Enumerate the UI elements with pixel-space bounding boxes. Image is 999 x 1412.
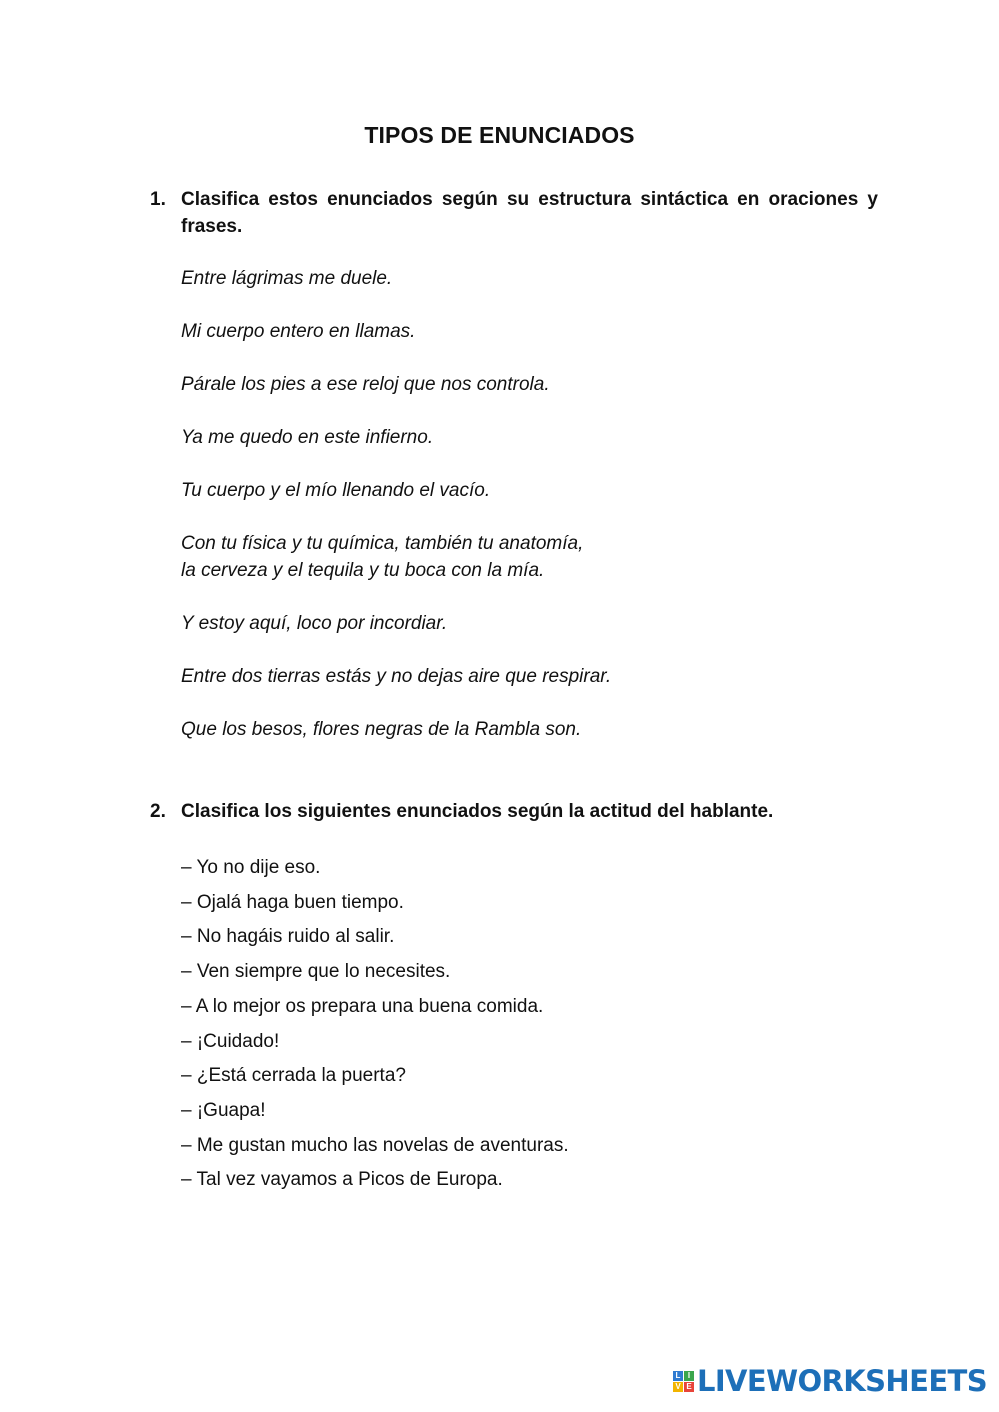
sentence-line: Entre lágrimas me duele. <box>181 268 393 289</box>
sentence-item <box>181 663 881 690</box>
liveworksheets-logo <box>673 1366 987 1396</box>
sentence-line: Y estoy aquí, loco por incordiar. <box>181 613 448 634</box>
logo-square: V <box>673 1382 683 1392</box>
statement-item: – ¡Cuidado! <box>181 1030 280 1052</box>
question-1-number: 1. <box>150 189 166 210</box>
sentence-line: la cerveza y el tequila y tu boca con la mía. <box>181 560 545 581</box>
liveworksheets-logo-icon <box>673 1371 694 1392</box>
statement-item: – Ven siempre que lo necesites. <box>181 961 451 983</box>
statement-item: – ¡Guapa! <box>181 1099 266 1121</box>
logo-square: I <box>684 1371 694 1381</box>
question-1-text: Clasifica estos enunciados según su estructura sintáctica en oraciones y frases. <box>181 189 878 237</box>
sentence-item <box>181 530 881 584</box>
question-2-sentence-list <box>181 851 881 1198</box>
logo-square: L <box>673 1371 683 1381</box>
statement-item: – A lo mejor os prepara una buena comida. <box>181 995 544 1017</box>
sentence-item <box>181 371 881 398</box>
sentence-item <box>181 424 881 451</box>
statement-item: – Me gustan mucho las novelas de aventuras. <box>181 1134 569 1156</box>
logo-square: E <box>684 1382 694 1392</box>
sentence-line: Párale los pies a ese reloj que nos controla. <box>181 374 550 395</box>
statement-item: – No hagáis ruido al salir. <box>181 926 395 948</box>
sentence-item <box>181 318 881 345</box>
statement-item: – ¿Está cerrada la puerta? <box>181 1065 406 1087</box>
sentence-item <box>181 610 881 637</box>
question-1 <box>150 186 878 240</box>
question-1-sentence-list <box>181 265 881 769</box>
question-2-number: 2. <box>150 801 166 822</box>
page-title: TIPOS DE ENUNCIADOS <box>364 122 635 148</box>
question-2 <box>150 798 878 825</box>
sentence-line: Con tu física y tu química, también tu anatomía, <box>181 533 584 554</box>
sentence-line: Ya me quedo en este infierno. <box>181 427 434 448</box>
statement-item: – Tal vez vayamos a Picos de Europa. <box>181 1169 503 1191</box>
sentence-line: Entre dos tierras estás y no dejas aire que respirar. <box>181 666 612 687</box>
statement-item: – Ojalá haga buen tiempo. <box>181 891 404 913</box>
sentence-item <box>181 265 881 292</box>
statement-item: – Yo no dije eso. <box>181 857 321 878</box>
sentence-line: Que los besos, flores negras de la Rambla son. <box>181 719 582 740</box>
logo-text: LIVEWORKSHEETS <box>696 1364 987 1398</box>
sentence-item <box>181 716 881 743</box>
sentence-line: Tu cuerpo y el mío llenando el vacío. <box>181 480 491 501</box>
sentence-line: Mi cuerpo entero en llamas. <box>181 321 416 342</box>
sentence-item <box>181 477 881 504</box>
question-2-text: Clasifica los siguientes enunciados según la actitud del hablante. <box>181 801 774 822</box>
